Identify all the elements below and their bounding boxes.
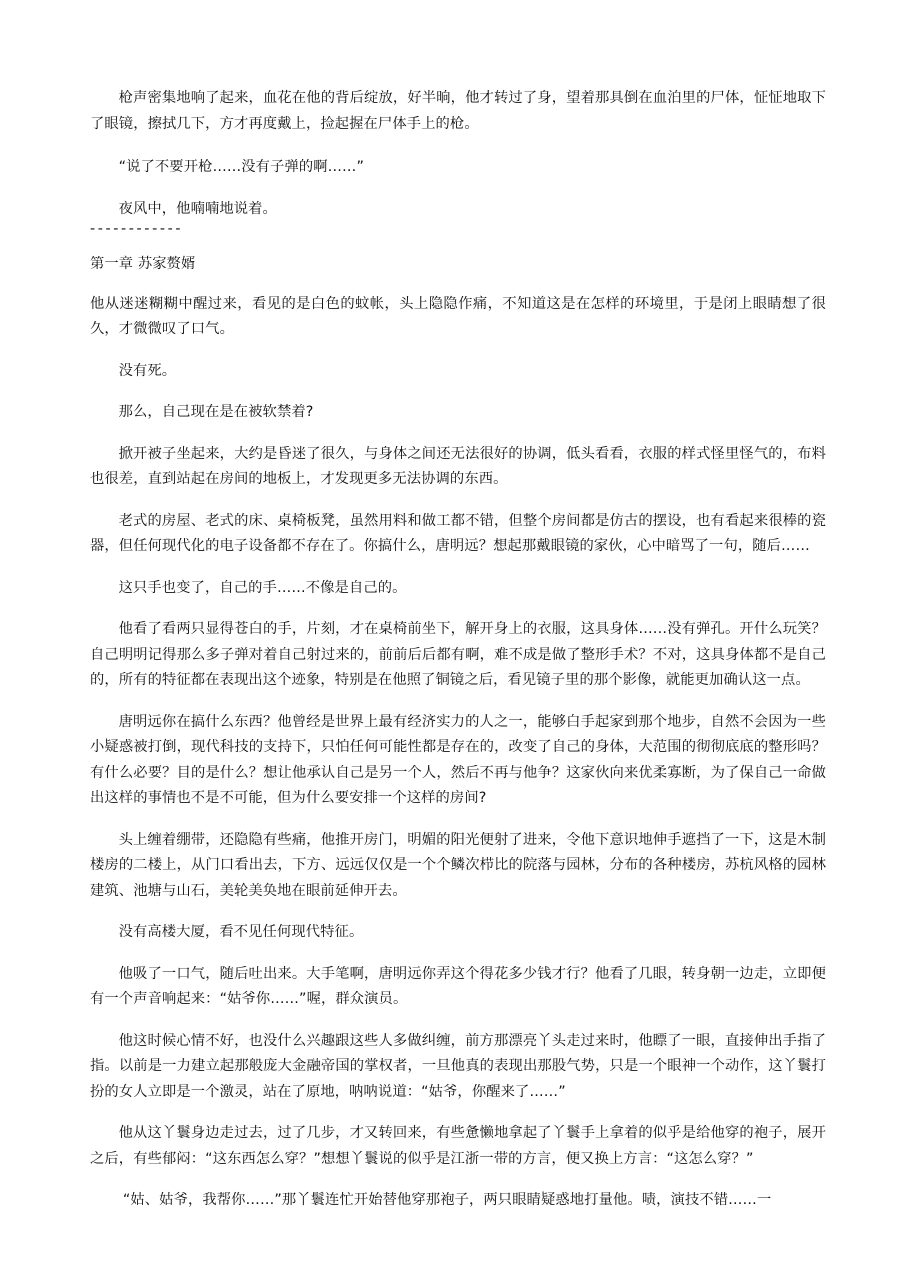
chapter-paragraph: 这只手也变了，自己的手……不像是自己的。: [118, 579, 407, 596]
chapter-paragraph: 唐明远你在搞什么东西？他曾经是世界上最有经济实力的人之一，能够白手起家到那个地步，自然不会因为一些小疑惑被打倒，现代科技的支持下，只怕任何可能性都是存在的，改变了自己的身体，大范围的彻彻底底的整形吗？有什么必要？目的是什么？想让他承认自己是另一个人，然后不再与他争？这家伙向来优柔寡断，为了保自己一命做出这样的事情也不是不可能，但为什么要安排一个这样的房间?: [90, 713, 826, 806]
chapter-paragraph: 他从迷迷糊糊中醒过来，看见的是白色的蚊帐，头上隐隐作痛，不知道这是在怎样的环境里，于是闭上眼睛想了很久，才微微叹了口气。: [90, 295, 826, 337]
document-page: [90, 86, 826, 1214]
chapter-paragraph: 那么，自己现在是在被软禁着?: [118, 404, 314, 420]
chapter-paragraph: “姑、姑爷，我帮你……”那丫鬟连忙开始替他穿那袍子，两只眼睛疑惑地打量他。啧，演技不错……一: [122, 1192, 772, 1208]
chapter-title: 第一章 苏家赘婿: [90, 256, 196, 272]
chapter-paragraph: 他吸了一口气，随后吐出来。大手笔啊，唐明远你弄这个得花多少钱才行？他看了几眼，转身朝一边走，立即便有一个声音响起来：“姑爷你……”喔，群众演员。: [90, 965, 826, 1007]
chapter-paragraph: 头上缠着绷带，还隐隐有些痛，他推开房门，明媚的阳光便射了进来，令他下意识地伸手遮挡了一下，这是木制楼房的二楼上，从门口看出去，下方、远远仅仅是一个个鳞次栉比的院落与园林，分布的各种楼房，苏杭风格的园林建筑、池塘与山石，美轮美奂地在眼前延伸开去。: [90, 831, 826, 899]
prologue-paragraph-1: 枪声密集地响了起来，血花在他的背后绽放，好半晌，他才转过了身，望着那具倒在血泊里的尸体，怔怔地取下了眼镜，擦拭几下，方才再度戴上，捡起握在尸体手上的枪。: [90, 90, 826, 132]
chapter-paragraph: 他这时候心情不好，也没什么兴趣跟这些人多做纠缠，前方那漂亮丫头走过来时，他瞟了一眼，直接伸出手指了指。以前是一力建立起那般庞大金融帝国的掌权者，一旦他真的表现出那股气势，只是一个眼神一个动作，这丫鬟打扮的女人立即是一个激灵，站在了原地，呐呐说道：“姑爷，你醒来了……”: [90, 1032, 826, 1100]
chapter-paragraph: 老式的房屋、老式的床、桌椅板凳，虽然用料和做工都不错，但整个房间都是仿古的摆设，也有看起来很棒的瓷器，但任何现代化的电子设备都不存在了。你搞什么，唐明远？想起那戴眼镜的家伙，心中暗骂了一句，随后……: [90, 512, 826, 554]
chapter-paragraph: 他从这丫鬟身边走过去，过了几步，才又转回来，有些惫懒地拿起了丫鬟手上拿着的似乎是给他穿的袍子，展开之后，有些郁闷：“这东西怎么穿？”想想丫鬟说的似乎是江浙一带的方言，便又换上方言：“这怎么穿？”: [90, 1125, 826, 1167]
chapter-paragraph: 没有死。: [118, 362, 177, 379]
prologue-paragraph-3: 夜风中，他喃喃地说着。: [118, 200, 277, 217]
prologue-paragraph-2: “说了不要开枪……没有子弹的啊……”: [118, 159, 364, 175]
chapter-paragraph: 他看了看两只显得苍白的手，片刻，才在桌椅前坐下，解开身上的衣服，这具身体……没有弹孔。开什么玩笑？自己明明记得那么多子弹对着自己射过来的，前前后后都有啊，难不成是做了整形手术？不对，这具身体都不是自己的，所有的特征都在表现出这个迹象，特别是在他照了铜镜之后，看见镜子里的那个影像，就能更加确认这一点。: [90, 621, 826, 688]
chapter-paragraph: 掀开被子坐起来，大约是昏迷了很久，与身体之间还无法很好的协调，低头看看，衣服的样式怪里怪气的，布料也很差，直到站起在房间的地板上，才发现更多无法协调的东西。: [90, 445, 826, 487]
chapter-paragraph: 没有高楼大厦，看不见任何现代特征。: [118, 924, 364, 940]
section-separator: ------------: [90, 221, 184, 237]
